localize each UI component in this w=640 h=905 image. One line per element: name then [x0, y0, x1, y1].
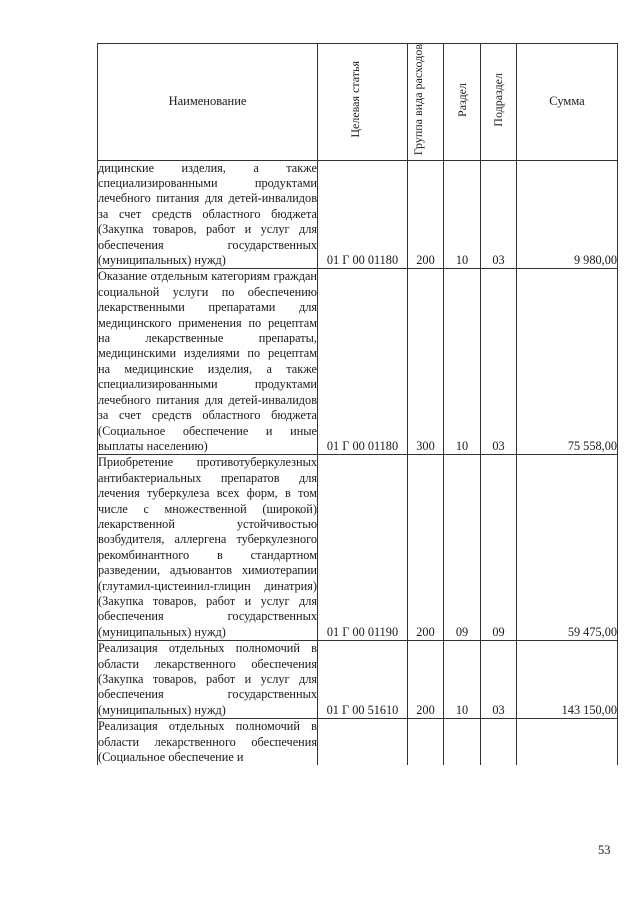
table-row: [98, 641, 618, 719]
header-section: [444, 44, 481, 161]
row-expense-group: 300: [408, 269, 444, 455]
header-target-article: [318, 44, 408, 161]
row-name: дицинские изделия, а также специализированными продуктами лечебного питания для детей-инвалидов за счет средств областного бюджета (Закупка товаров, работ и услуг для обеспечения государственных (муниципальных) нужд): [98, 160, 317, 268]
table-row: [98, 719, 618, 766]
row-subsection: 09: [481, 455, 517, 641]
header-subsection-text: Подраздел: [491, 72, 505, 127]
row-subsection: [481, 719, 517, 766]
row-sum: 59 475,00: [517, 455, 618, 641]
row-target-article: 01 Г 00 01180: [318, 160, 408, 269]
row-target-article: 01 Г 00 01180: [318, 269, 408, 455]
row-expense-group: 200: [408, 641, 444, 719]
row-section: 10: [444, 641, 481, 719]
header-target-article-text: Целевая статья: [347, 61, 362, 138]
row-section: [444, 719, 481, 766]
row-subsection: 03: [481, 641, 517, 719]
row-subsection: 03: [481, 269, 517, 455]
row-sum: 75 558,00: [517, 269, 618, 455]
header-expense-group-text: Группа вида расходов: [410, 44, 425, 156]
row-name: Реализация отдельных полномочий в области лекарственного обеспечения (Социальное обеспечение и: [98, 719, 317, 765]
row-section: 10: [444, 160, 481, 269]
header-section-text: Раздел: [454, 82, 469, 117]
row-expense-group: [408, 719, 444, 766]
row-expense-group: 200: [408, 160, 444, 269]
table-row: [98, 269, 618, 455]
header-name: Наименование: [98, 44, 318, 161]
header-sum: Сумма: [517, 44, 618, 161]
row-target-article: 01 Г 00 01190: [318, 455, 408, 641]
row-subsection: 03: [481, 160, 517, 269]
row-expense-group: 200: [408, 455, 444, 641]
row-name: Оказание отдельным категориям граждан социальной услуги по обеспечению лекарственными препаратами для медицинского применения по рецептам на лекарственные препараты, медицинскими изделиями по рецептам на медицинские изделия, а также специализированными продуктами лечебного питания для детей-инвалидов за счет средств областного бюджета (Социальное обеспечение и иные выплаты населению): [98, 269, 317, 453]
header-expense-group: [408, 44, 444, 161]
header-subsection: [481, 44, 517, 161]
row-sum: 143 150,00: [517, 641, 618, 719]
table-header-row: [98, 44, 618, 161]
table-row: [98, 160, 618, 269]
row-name: Приобретение противотуберкулезных антибактериальных препаратов для лечения туберкулеза всех форм, в том числе с множественной (широкой) лекарственной устойчивостью возбудителя, аллергена туберкулезного рекомбинантного в стандартном разведении, адъювантов химиотерапии (глутамил-цистеинил-глицин динатрия) (Закупка товаров, работ и услуг для обеспечения государственных (муниципальных) нужд): [98, 455, 317, 639]
budget-table: [97, 43, 618, 765]
row-name: Реализация отдельных полномочий в области лекарственного обеспечения (Закупка товаров, работ и услуг для обеспечения государственных (муниципальных) нужд): [98, 641, 317, 717]
row-target-article: 01 Г 00 51610: [318, 641, 408, 719]
row-sum: 9 980,00: [517, 160, 618, 269]
row-section: 09: [444, 455, 481, 641]
row-target-article: [318, 719, 408, 766]
table-row: [98, 455, 618, 641]
row-section: 10: [444, 269, 481, 455]
page-number: 53: [598, 843, 611, 857]
row-sum: [517, 719, 618, 766]
